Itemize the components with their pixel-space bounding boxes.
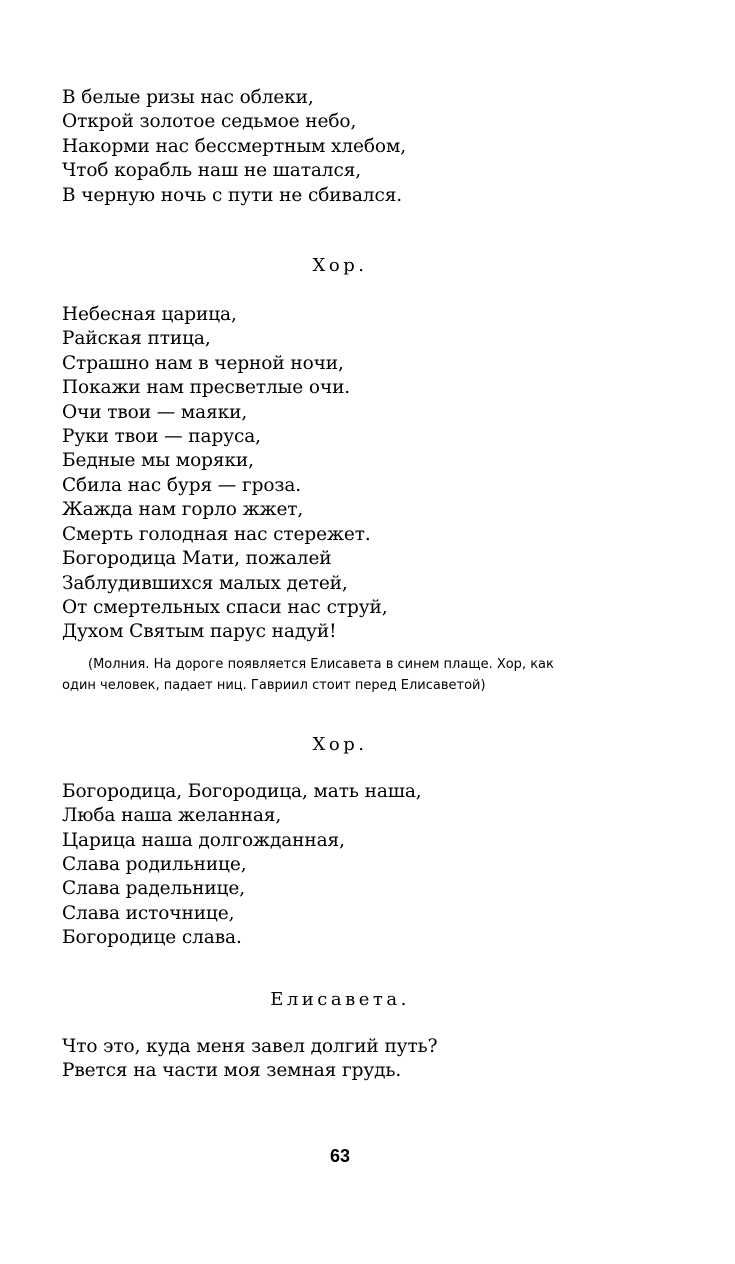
verse-line: Покажи нам пресветлые очи. xyxy=(62,377,351,399)
verse-line: Бедные мы моряки, xyxy=(62,450,254,472)
verse-line: Слава родильнице, xyxy=(62,853,247,875)
stanza-2 xyxy=(62,303,662,645)
verse-line: Открой золотое седьмое небо, xyxy=(62,111,357,133)
verse-line: Богородица, Богородица, мать наша, xyxy=(62,780,422,802)
stage-direction xyxy=(62,654,642,696)
page-content xyxy=(62,86,662,1083)
verse-line: Заблудившихся малых детей, xyxy=(62,572,348,594)
page-number: 63 xyxy=(329,1146,351,1166)
stanza-3 xyxy=(62,780,662,951)
verse-line: Духом Святым парус надуй! xyxy=(62,621,337,643)
verse-line: Руки твои — паруса, xyxy=(62,426,261,448)
verse-line: Слава радельнице, xyxy=(62,878,245,900)
speaker-heading: Хор. xyxy=(312,255,368,277)
stage-direction-line: один человек, падает ниц. Гавриил стоит перед Елисаветой) xyxy=(62,677,486,693)
verse-line: Чтоб корабль наш не шатался, xyxy=(62,160,362,182)
stanza-4 xyxy=(62,1035,662,1084)
verse-line: Очи твои — маяки, xyxy=(62,401,248,423)
speaker-heading: Елисавета. xyxy=(270,988,410,1010)
verse-line: Сбила нас буря — гроза. xyxy=(62,474,302,496)
verse-line: В белые ризы нас облеки, xyxy=(62,87,314,108)
verse-line: В черную ночь с пути не сбивался. xyxy=(62,184,403,206)
verse-line: Люба наша желанная, xyxy=(62,805,282,827)
stanza-1 xyxy=(62,86,662,208)
verse-line: Что это, куда меня завел долгий путь? xyxy=(62,1035,438,1057)
verse-line: От смертельных спаси нас струй, xyxy=(62,596,388,618)
speaker-heading: Хор. xyxy=(312,733,368,755)
stage-direction-line: (Молния. На дороге появляется Елисавета в синем плаще. Хор, как xyxy=(88,656,554,672)
verse-line: Райская птица, xyxy=(62,328,211,350)
verse-line: Рвется на части моя земная грудь. xyxy=(62,1059,402,1081)
verse-line: Богородице слава. xyxy=(62,927,242,949)
verse-line: Небесная царица, xyxy=(62,304,237,326)
verse-line: Богородица Мати, пожалей xyxy=(62,548,332,570)
verse-line: Смерть голодная нас стережет. xyxy=(62,523,371,545)
verse-line: Страшно нам в черной ночи, xyxy=(62,352,344,374)
verse-line: Царица наша долгожданная, xyxy=(62,829,345,851)
verse-line: Жажда нам горло жжет, xyxy=(62,499,304,521)
verse-line: Накорми нас бессмертным хлебом, xyxy=(62,135,407,157)
verse-line: Слава источнице, xyxy=(62,902,235,924)
